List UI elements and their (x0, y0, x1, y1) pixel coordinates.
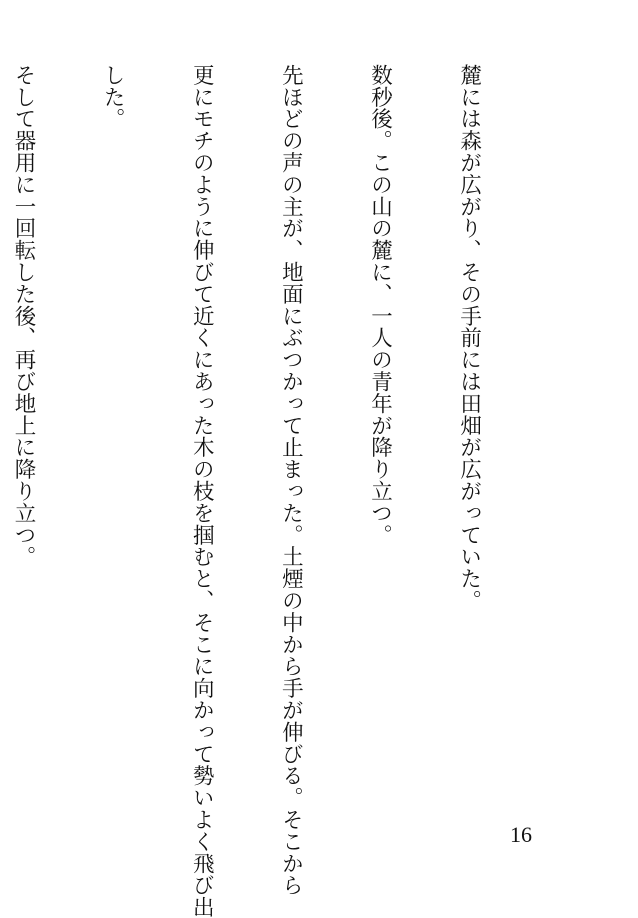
text-line-3: 先ほどの声の主が、地面にぶつかって止まった。土煙の中から手が伸びる。そこから (278, 64, 304, 897)
text-line-1: 麓には森が広がり、その手前には田畑が広がっていた。 (456, 64, 482, 612)
text-line-2: 数秒後。この山の麓に、一人の青年が降り立つ。 (367, 64, 393, 546)
page-number: 16 (510, 822, 532, 847)
text-line-5: した。 (100, 64, 126, 130)
text-line-6: そして器用に一回転した後、再び地上に降り立つ。 (11, 64, 37, 568)
text-line-4: 更にモチのように伸びて近くにあった木の枝を掴むと、そこに向かって勢いよく飛び出 (189, 64, 215, 918)
